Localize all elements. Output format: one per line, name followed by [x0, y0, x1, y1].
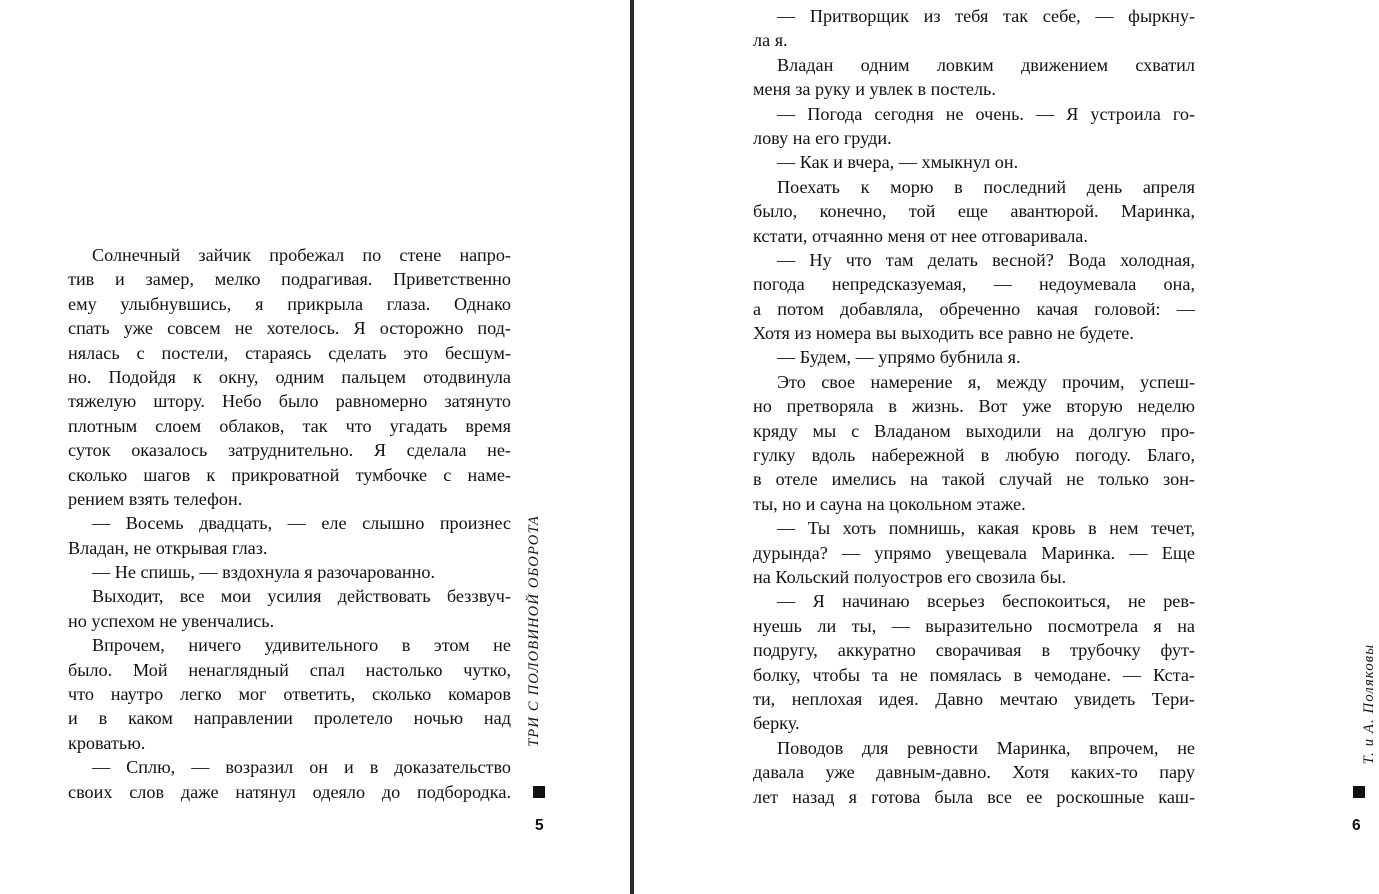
text-line: в отеле имелись на такой случай не только зон- — [753, 469, 1195, 490]
text-line: ему улыбнувшись, я прикрыла глаза. Однако — [68, 293, 511, 314]
text-line: — Как и вчера, — хмыкнул он. — [777, 152, 1019, 173]
left-page — [0, 0, 631, 894]
text-line: тив и замер, мелко подрагивая. Приветственно — [68, 269, 511, 290]
text-line: тяжелую штору. Небо было равномерно затянуто — [68, 391, 511, 412]
text-line: — Будем, — упрямо бубнила я. — [777, 347, 1021, 368]
text-line: Владан, не открывая глаз. — [68, 537, 268, 558]
text-line: — Ну что там делать весной? Вода холодная, — [777, 249, 1195, 270]
text-line: подругу, аккуратно сворачивая в трубочку фут- — [753, 640, 1195, 661]
page-number: 6 — [1352, 817, 1361, 834]
text-line: ти, неплохая идея. Давно мечтаю увидеть Тери- — [753, 688, 1195, 709]
text-line: но успехом не увенчались. — [68, 610, 275, 631]
text-line: Это свое намерение я, между прочим, успеш- — [777, 371, 1195, 392]
text-line: своих слов даже натянул одеяло до подбородка. — [68, 781, 511, 802]
running-title-book: ТРИ С ПОЛОВИНОЙ ОБОРОТА — [526, 515, 542, 747]
running-title-authors: Т. и А. Поляковы — [1361, 643, 1377, 765]
text-line: и в каком направлении пролетело ночью над — [68, 708, 511, 729]
text-line: погода непредсказуемая, — недоумевала она, — [753, 274, 1195, 295]
text-line: — Погода сегодня не очень. — Я устроила го- — [777, 103, 1195, 124]
text-line: давала уже давным-давно. Хотя каких-то пару — [753, 762, 1195, 783]
text-line: — Сплю, — возразил он и в доказательство — [92, 757, 511, 778]
text-line: — Притворщик из тебя так себе, — фыркну- — [777, 6, 1195, 26]
text-line: было, конечно, той еще авантюрой. Маринка, — [753, 201, 1195, 222]
text-line: болку, чтобы та не помялась в чемодане. — Кста- — [753, 664, 1195, 685]
text-line: Выходит, все мои усилия действовать беззвуч- — [92, 586, 511, 607]
text-line: гулку вдоль набережной в любую погоду. Благо, — [753, 445, 1195, 466]
text-line: — Ты хоть помнишь, какая кровь в нем течет, — [777, 518, 1195, 539]
text-line: а потом добавляла, обреченно качая головой: — — [753, 298, 1195, 319]
text-line: Хотя из номера вы выходить все равно не будете. — [753, 323, 1134, 344]
text-line: — Не спишь, — вздохнула я разочарованно. — [92, 562, 436, 583]
text-line: но. Подойдя к окну, одним пальцем отодвинула — [68, 366, 511, 387]
text-line: Поводов для ревности Маринка, впрочем, не — [777, 737, 1195, 758]
text-line: что наутро легко мог ответить, сколько комаров — [68, 684, 511, 705]
text-line: было. Мой ненаглядный спал настолько чутко, — [68, 659, 511, 680]
page-number: 5 — [535, 817, 544, 834]
text-line: Солнечный зайчик пробежал по стене напро- — [92, 245, 511, 265]
text-line: суток оказалось затруднительно. Я сделала не- — [68, 440, 511, 461]
text-line: но претворяла в жизнь. Вот уже вторую неделю — [753, 396, 1195, 417]
text-line: нялась с постели, стараясь сделать это бесшум- — [68, 342, 511, 363]
text-line: плотным слоем облаков, так что угадать время — [68, 415, 511, 436]
text-line: Поехать к морю в последний день апреля — [777, 176, 1195, 197]
right-page-body — [753, 4, 1195, 809]
text-line: на Кольский полуостров его свозила бы. — [753, 566, 1067, 587]
text-line: сколько шагов к прикроватной тумбочке с наме- — [68, 464, 511, 485]
text-line: кроватью. — [68, 732, 146, 753]
text-line: кряду мы с Владаном выходили на долгую про- — [753, 420, 1195, 441]
text-line: Владан одним ловким движением схватил — [777, 54, 1195, 75]
text-line: Впрочем, ничего удивительного в этом не — [92, 635, 511, 656]
page-marker-square — [533, 786, 545, 798]
text-line: ты, но и сауна на цокольном этаже. — [753, 493, 1026, 514]
page-marker-square — [1353, 786, 1365, 798]
text-line: — Я начинаю всерьез беспокоиться, не рев- — [777, 591, 1195, 612]
text-line: меня за руку и увлек в постель. — [753, 79, 996, 100]
text-line: ла я. — [753, 30, 788, 51]
text-line: кстати, отчаянно меня от нее отговаривала. — [753, 225, 1088, 246]
text-line: нуешь ли ты, — выразительно посмотрела я на — [753, 615, 1195, 636]
text-line: лет назад я готова была все ее роскошные каш- — [753, 786, 1195, 807]
text-line: — Восемь двадцать, — еле слышно произнес — [92, 513, 511, 534]
text-line: лову на его груди. — [753, 127, 892, 148]
text-line: берку. — [753, 713, 800, 734]
left-page-body — [68, 243, 511, 804]
text-line: спать уже совсем не хотелось. Я осторожно под- — [68, 318, 511, 339]
text-line: дурында? — упрямо увещевала Маринка. — Еще — [753, 542, 1195, 563]
text-line: рением взять телефон. — [68, 488, 243, 509]
